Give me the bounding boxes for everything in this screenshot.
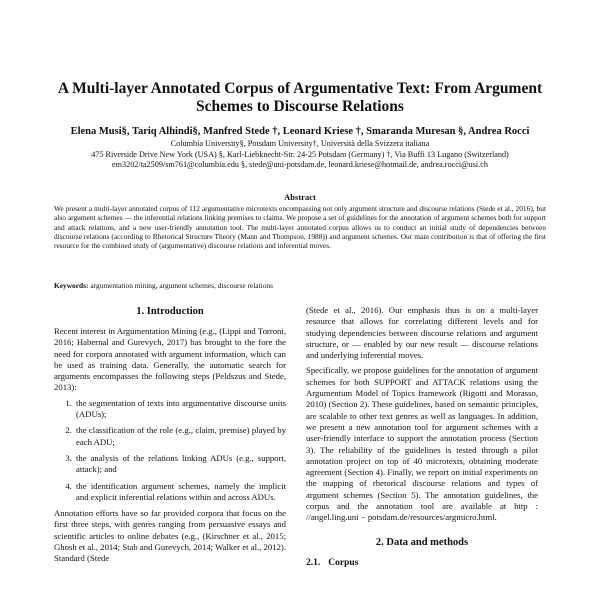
list-item: 3. the analysis of the relations linking ADUs (e.g., support, attack); and — [74, 453, 286, 476]
right-column — [306, 305, 538, 569]
introduction-heading: 1. Introduction — [136, 306, 204, 317]
paper-title: A Multi-layer Annotated Corpus of Argumentative Text: From Argument Schemes to Discourse Relations — [57, 80, 543, 115]
subsection-number: 2.1. — [306, 557, 321, 568]
body-paragraph: (Stede et al., 2016). Our emphasis thus is on a multi-layer resource that allows for correlating different levels and for studying dependencies between discourse relations and argument structure, or — enabled by our new result — discourse relations and underlying inferential moves. — [306, 305, 538, 361]
list-item: 2. the classification of the role (e.g., claim, premise) played by each ADU; — [74, 425, 286, 448]
left-column — [54, 305, 286, 569]
data-methods-heading: 2. Data and methods — [375, 536, 469, 548]
affiliation-line: Columbia University§, Potsdam University†, Università della Svizzera italiana — [170, 139, 430, 148]
affiliation-line: 475 Riverside Drive New York (USA) §, Karl-Liebknecht-Str. 24-25 Potsdam (Germany) †, Via Buffi 13 Lugano (Switzerland) — [91, 149, 509, 159]
steps-list — [54, 398, 286, 503]
keywords-label: Keywords: — [54, 281, 89, 290]
list-item: 4. the identification argument schemes, namely the implicit and explicit inferential relations within and across ADUs. — [74, 481, 286, 504]
corpus-subheading — [306, 557, 538, 569]
subsection-title: Corpus — [328, 557, 359, 568]
body-paragraph: Specifically, we propose guidelines for the annotation of argument schemes for both SUPPORT and ATTACK relations using the Argumentum Model of Topics framework (Rigotti and Morasso, 2010) (Section 2). These guidelines, based on semantic principles, are scalable to other text genres as well as languages. In addition, we present a new annotation tool for argument schemes with a user-friendly interface to support the annotation process (Section 3). The reliability of the guidelines is tested through a pilot annotation project on top of 40 microtexts, obtaining moderate agreement (Section 4). Finally, we report on initial experiments on the mapping of rhetorical discourse relations and types of argument schemes (Section 5). The annotation guidelines, the corpus and the annotation tool are available at http : //angel.ling.uni − potsdam.de/resources/argmicro.html. — [306, 365, 538, 523]
list-item: 1. the segmentation of texts into argumentative discourse units (ADUs); — [74, 398, 286, 421]
abstract-text: We present a multi-layer annotated corpus of 112 argumentative microtexts encompassing not only argument structure and discourse relations (Stede et al., 2016), but also argument schemes — the inferential relations linking premises to claims. We propose a set of guidelines for the annotation of argument schemes both for support and attack relations, and a new user-friendly annotation tool. The multi-layer annotated corpus allows us to conduct an initial study of dependencies between discourse relations (according to Rhetorical Structure Theory (Mann and Thompson, 1988)) and argument schemes. Our main contribution is that of offering the first resource for the combined study of (argumentative) discourse relations and inferential moves. — [54, 204, 546, 251]
affiliation-line: em3202/ta2509/sm761@columbia.edu §, stede@uni-potsdam.de, leonard.kriese@hotmail.de, andrea.rocci@usi.ch — [112, 160, 488, 169]
abstract-heading: Abstract — [284, 192, 316, 202]
keywords-text: argumentation mining, argument schemes, discourse relations — [90, 281, 273, 290]
intro-paragraph: Recent interest in Argumentation Mining (e.g., (Lippi and Torroni, 2016; Habernal and Gurevych, 2017) has brought to the fore the need for corpora annotated with argument information, which can be used as training data. Generally, the automatic search for arguments encompasses the following steps (Peldszus and Stede, 2013): — [54, 326, 286, 393]
keywords — [54, 281, 546, 290]
affiliations — [30, 139, 570, 171]
intro-paragraph: Annotation efforts have so far provided corpora that focus on the first three steps, with genres ranging from persuasive essays and scientific articles to online debates (e.g., (Kirschner et al., 2015; Ghosh et al., 2014; Stab and Gurevych, 2014; Walker et al., 2012). Standard (Stede — [54, 508, 286, 564]
author-list: Elena Musi§, Tariq Alhindi§, Manfred Stede †, Leonard Kriese †, Smaranda Muresan §, Andrea Rocci — [70, 126, 530, 137]
